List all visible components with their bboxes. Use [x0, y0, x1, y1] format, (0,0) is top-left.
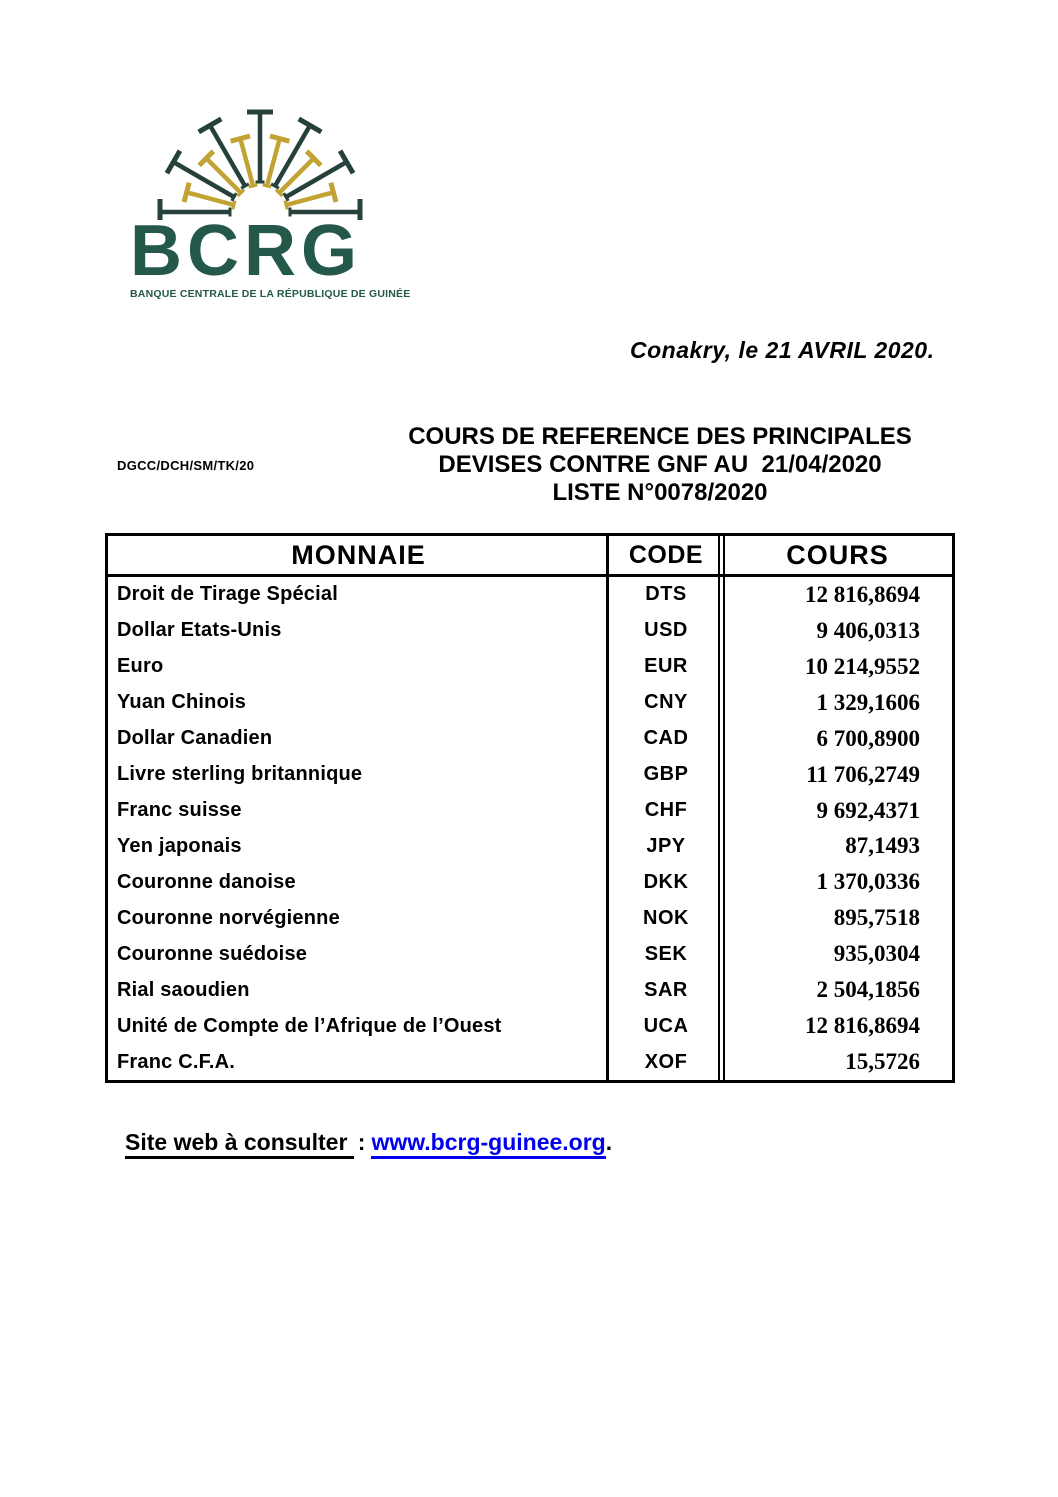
currency-name: Livre sterling britannique [117, 763, 363, 786]
currency-name: Franc C.F.A. [117, 1050, 235, 1073]
currency-code: SAR [644, 978, 688, 1001]
footer [125, 1129, 612, 1156]
currency-code: JPY [646, 834, 686, 857]
currency-name: Dollar Etats-Unis [117, 619, 282, 642]
currency-rate: 11 706,2749 [806, 761, 920, 787]
currency-code: NOK [643, 906, 689, 929]
currency-name: Franc suisse [117, 799, 242, 822]
document-title [360, 423, 960, 507]
currency-name: Couronne danoise [117, 870, 296, 893]
site-separator: : [357, 1129, 366, 1155]
site-label: Site web à consulter [125, 1129, 354, 1159]
currency-name: Euro [117, 655, 164, 678]
currency-code: EUR [644, 655, 688, 678]
header-cours: COURS [786, 539, 889, 570]
header-monnaie: MONNAIE [291, 539, 426, 570]
currency-rate: 6 700,8900 [816, 725, 920, 751]
table-row [108, 1008, 952, 1044]
currency-rate: 9 692,4371 [816, 797, 920, 823]
logo-text: BCRG [130, 211, 362, 291]
currency-name: Yen japonais [117, 834, 242, 857]
currency-rate: 895,7518 [833, 905, 920, 931]
title-line-1: COURS DE REFERENCE DES PRINCIPALES [408, 423, 912, 450]
column-divider [718, 536, 720, 1080]
currency-code: UCA [643, 1014, 689, 1037]
rates-table-body [108, 577, 952, 1080]
currency-code: CAD [643, 727, 689, 750]
currency-rate: 1 370,0336 [816, 869, 920, 895]
currency-code: USD [644, 619, 688, 642]
currency-rate: 2 504,1856 [816, 977, 920, 1003]
table-row [108, 828, 952, 864]
currency-code: GBP [643, 763, 689, 786]
date-line: Conakry, le 21 AVRIL 2020. [630, 337, 935, 363]
currency-rate: 12 816,8694 [805, 1013, 920, 1039]
column-divider [723, 536, 725, 1080]
currency-rate: 87,1493 [845, 833, 920, 859]
table-row [108, 757, 952, 793]
currency-rate: 12 816,8694 [805, 581, 920, 607]
logo-tagline: BANQUE CENTRALE DE LA RÉPUBLIQUE DE GUINÉE [130, 288, 411, 300]
currency-rate: 1 329,1606 [816, 689, 920, 715]
reference-code: DGCC/DCH/SM/TK/20 [117, 458, 255, 473]
table-row [108, 721, 952, 757]
header-code: CODE [628, 540, 704, 569]
title-line-2: DEVISES CONTRE GNF AU 21/04/2020 [438, 451, 882, 478]
table-row [108, 577, 952, 613]
currency-name: Droit de Tirage Spécial [117, 583, 338, 606]
website-link[interactable]: www.bcrg-guinee.org [371, 1129, 605, 1159]
currency-code: DTS [645, 583, 687, 606]
table-row [108, 685, 952, 721]
currency-name: Dollar Canadien [117, 727, 273, 750]
table-row [108, 972, 952, 1008]
logo-fan-icon [140, 92, 380, 220]
currency-code: CHF [644, 799, 688, 822]
currency-code: SEK [644, 942, 688, 965]
table-header-row [108, 536, 952, 577]
bcrg-logo [130, 92, 411, 300]
currency-name: Rial saoudien [117, 978, 250, 1001]
currency-code: XOF [644, 1050, 688, 1073]
table-row [108, 936, 952, 972]
table-row [108, 649, 952, 685]
currency-name: Yuan Chinois [117, 691, 247, 714]
footer-period: . [605, 1129, 613, 1155]
currency-code: CNY [644, 691, 688, 714]
currency-code: DKK [643, 870, 689, 893]
exchange-rates-table [105, 533, 955, 1083]
currency-name: Couronne suédoise [117, 942, 308, 965]
currency-name: Couronne norvégienne [117, 906, 340, 929]
currency-rate: 9 406,0313 [816, 617, 920, 643]
title-line-3: LISTE N°0078/2020 [552, 479, 768, 506]
table-row [108, 613, 952, 649]
table-row [108, 1044, 952, 1080]
table-row [108, 864, 952, 900]
currency-rate: 10 214,9552 [805, 653, 920, 679]
currency-rate: 935,0304 [833, 941, 920, 967]
currency-rate: 15,5726 [845, 1049, 920, 1075]
column-divider [606, 536, 609, 1080]
table-row [108, 900, 952, 936]
table-row [108, 793, 952, 829]
currency-name: Unité de Compte de l’Afrique de l’Ouest [117, 1014, 502, 1037]
